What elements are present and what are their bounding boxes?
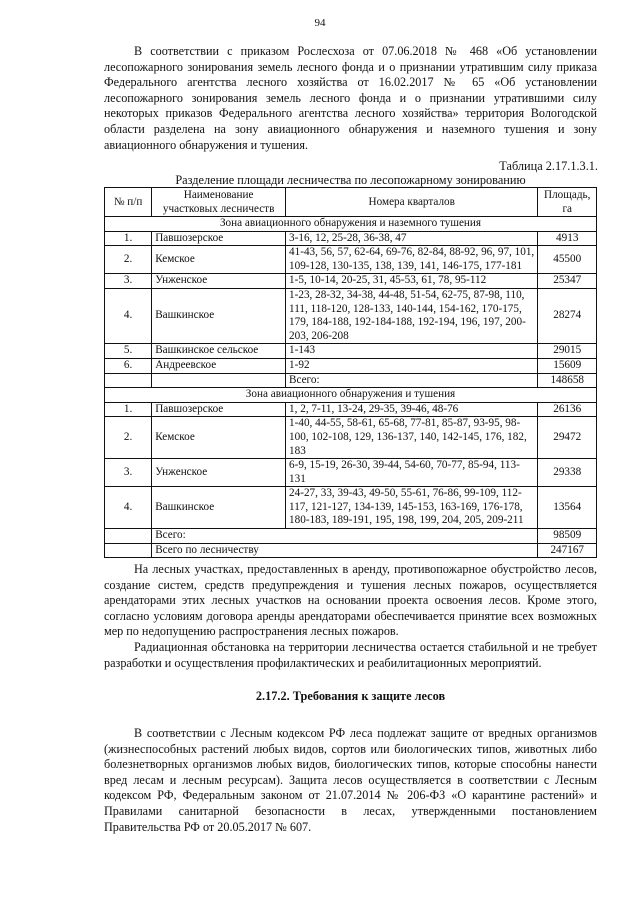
- lease-paragraph: На лесных участках, предоставленных в аренду, противопожарное обустройство лесов, создание систем, средств предупреждения и тушения лесных пожаров, осуществляется арендаторами этих лесных участков на основании проекта освоения лесов. Кроме этого, согласно условиям договора аренды арендаторами обеспечивается принятие всех возможных мер по недопущению распространения лесных пожаров.: [104, 562, 597, 639]
- cell-quarters: 6-9, 15-19, 26-30, 39-44, 54-60, 70-77, 85-94, 113- 131: [286, 459, 538, 487]
- zone1-title: Зона авиационного обнаружения и наземного тушения: [105, 217, 597, 232]
- zone2-total-label: Всего:: [152, 529, 538, 544]
- section-body: [104, 726, 597, 835]
- radiation-paragraph: Радиационная обстановка на территории лесничества остается стабильной и не требует разработки и осуществления профилактических и реабилитационных мероприятий.: [104, 639, 597, 670]
- grand-total-label: Всего по лесничеству: [152, 543, 538, 558]
- fire-zoning-table: [104, 187, 597, 558]
- table-row: [105, 417, 597, 459]
- zone-title-row: [105, 217, 597, 232]
- cell-num: 1.: [105, 231, 152, 246]
- subtotal-row: [105, 529, 597, 544]
- table-reference: Таблица 2.17.1.3.1.: [499, 159, 598, 173]
- cell-area: 13564: [538, 487, 597, 529]
- cell-area: 45500: [538, 246, 597, 274]
- cell-area: 28274: [538, 288, 597, 343]
- cell-num: 3.: [105, 459, 152, 487]
- cell-area: 15609: [538, 358, 597, 373]
- cell-quarters: 24-27, 33, 39-43, 49-50, 55-61, 76-86, 99-109, 112- 117, 121-127, 134-139, 145-153, 163-169, 176-178, 180-183, 189-191, 195, 198, 199, 204, 205, 209-211: [286, 487, 538, 529]
- cell-name: Андреевское: [152, 358, 286, 373]
- forest-protection-paragraph: В соответствии с Лесным кодексом РФ леса подлежат защите от вредных организмов (жизнеспособных растений любых видов, сортов или биологических типов, животных либо болезнетворных организмов любых видов, биологических типов, которые способны нанести вред лесам и лесным ресурсам). Защита лесов осуществляется в соответствии с Лесным кодексом РФ, Федеральным законом от 21.07.2014 № 206-ФЗ «О карантине растений» и Правилами санитарной безопасности в лесах, утвержденными постановлением Правительства РФ от 20.05.2017 № 607.: [104, 726, 597, 834]
- table-row: [105, 344, 597, 359]
- cell-quarters: 1-92: [286, 358, 538, 373]
- cell-num: 4.: [105, 288, 152, 343]
- cell-name: Унженское: [152, 459, 286, 487]
- section-title: 2.17.2. Требования к защите лесов: [255, 689, 446, 703]
- cell-quarters: 1-23, 28-32, 34-38, 44-48, 51-54, 62-75, 87-98, 110, 111, 118-120, 128-133, 140-144, 154-162, 170-175, 179, 184-188, 192-184-188, 192-194, 196, 197, 200-203, 206-208: [286, 288, 538, 343]
- zone-title-row: [105, 388, 597, 403]
- subtotal-row: [105, 373, 597, 388]
- cell-name: Павшозерское: [152, 231, 286, 246]
- table-row: [105, 288, 597, 343]
- cell-num: 5.: [105, 344, 152, 359]
- table-row: [105, 402, 597, 417]
- page-number: 94: [314, 17, 326, 29]
- table-row: [105, 459, 597, 487]
- cell-area: 4913: [538, 231, 597, 246]
- cell-name: Вашкинское сельское: [152, 344, 286, 359]
- header-quarters: Номера кварталов: [286, 188, 538, 217]
- header-name: Наименование участковых лесничеств: [152, 188, 286, 217]
- grand-total-row: [105, 543, 597, 558]
- cell-name: Унженское: [152, 274, 286, 289]
- table-row: [105, 246, 597, 274]
- table-row: [105, 274, 597, 289]
- cell-area: 25347: [538, 274, 597, 289]
- cell-quarters: 3-16, 12, 25-28, 36-38, 47: [286, 231, 538, 246]
- cell-num: 6.: [105, 358, 152, 373]
- cell-name: Павшозерское: [152, 402, 286, 417]
- cell-num: 1.: [105, 402, 152, 417]
- table-row: [105, 231, 597, 246]
- zone2-total: 98509: [538, 529, 597, 544]
- intro-paragraph: [104, 44, 597, 153]
- cell-num: 4.: [105, 487, 152, 529]
- cell-num: 2.: [105, 246, 152, 274]
- cell-area: 29338: [538, 459, 597, 487]
- cell-area: 26136: [538, 402, 597, 417]
- header-num: № п/п: [105, 188, 152, 217]
- cell-area: 29472: [538, 417, 597, 459]
- cell-quarters: 1-143: [286, 344, 538, 359]
- cell-name: Вашкинское: [152, 288, 286, 343]
- table-caption: Разделение площади лесничества по лесопожарному зонированию: [175, 173, 526, 187]
- cell-quarters: 1-5, 10-14, 20-25, 31, 45-53, 61, 78, 95-112: [286, 274, 538, 289]
- zone2-title: Зона авиационного обнаружения и тушения: [105, 388, 597, 403]
- grand-total: 247167: [538, 543, 597, 558]
- cell-num: 2.: [105, 417, 152, 459]
- table-row: [105, 487, 597, 529]
- cell-quarters: 1-40, 44-55, 58-61, 65-68, 77-81, 85-87, 93-95, 98- 100, 102-108, 129, 136-137, 140, 142-145, 176, 182, 183: [286, 417, 538, 459]
- cell-quarters: 1, 2, 7-11, 13-24, 29-35, 39-46, 48-76: [286, 402, 538, 417]
- cell-name: Кемское: [152, 246, 286, 274]
- header-area: Площадь, га: [538, 188, 597, 217]
- table-row: [105, 358, 597, 373]
- table-header-row: [105, 188, 597, 217]
- cell-name: Кемское: [152, 417, 286, 459]
- zone1-total-label: Всего:: [286, 373, 538, 388]
- cell-name: Вашкинское: [152, 487, 286, 529]
- zone1-total: 148658: [538, 373, 597, 388]
- cell-area: 29015: [538, 344, 597, 359]
- after-table-text: [104, 562, 597, 671]
- cell-num: 3.: [105, 274, 152, 289]
- cell-quarters: 41-43, 56, 57, 62-64, 69-76, 82-84, 88-92, 96, 97, 101, 109-128, 130-135, 138, 139, 141, 146-175, 177-181: [286, 246, 538, 274]
- intro-text: В соответствии с приказом Рослесхоза от 07.06.2018 № 468 «Об установлении лесопожарного зонирования земель лесного фонда и о признании утратившим силу приказа Федерального агентства лесного хозяйства от 16.02.2017 № 65 «Об установлении лесопожарного зонирования земель лесного фонда и о признании утратившими силу некоторых приказов Федерального агентства лесного хозяйства» территория Вологодской области разделена на зону авиационного обнаружения и наземного тушения и зону авиационного обнаружения и тушения.: [104, 44, 597, 152]
